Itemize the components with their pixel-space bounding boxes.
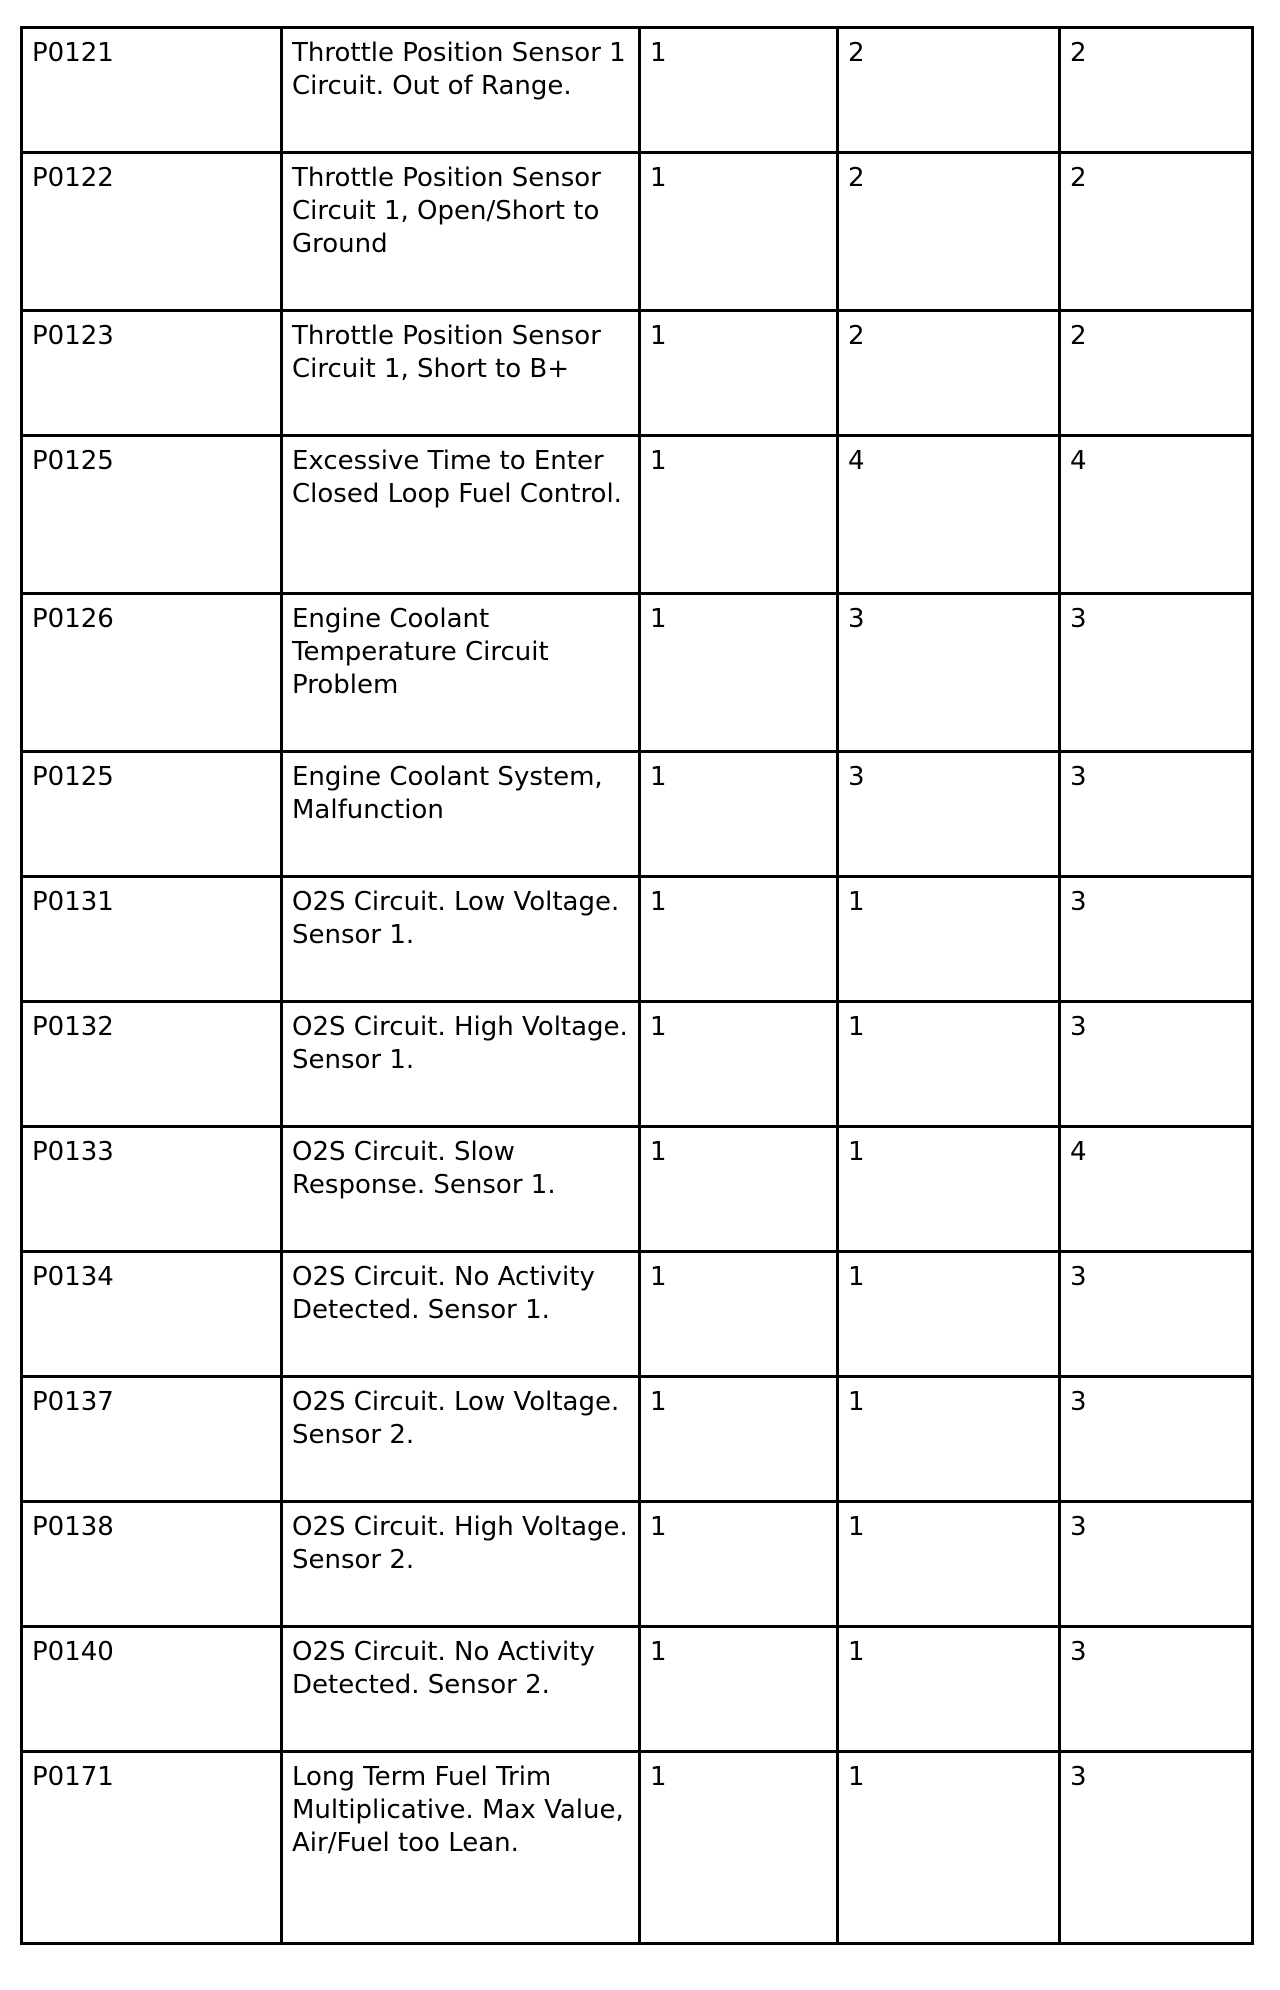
value-cell-1: 1 bbox=[640, 1002, 838, 1127]
value-cell-3: 3 bbox=[1060, 1377, 1253, 1502]
table-row bbox=[22, 28, 1253, 153]
value-cell-3: 3 bbox=[1060, 877, 1253, 1002]
value-cell-3: 4 bbox=[1060, 436, 1253, 594]
value-cell-2: 2 bbox=[838, 28, 1060, 153]
table-row bbox=[22, 1502, 1253, 1627]
table-row bbox=[22, 877, 1253, 1002]
value-cell-3: 2 bbox=[1060, 153, 1253, 311]
description-cell: O2S Circuit. Slow Response. Sensor 1. bbox=[282, 1127, 640, 1252]
value-cell-1: 1 bbox=[640, 28, 838, 153]
value-cell-3: 3 bbox=[1060, 1752, 1253, 1944]
value-cell-1: 1 bbox=[640, 1752, 838, 1944]
description-cell: O2S Circuit. High Voltage. Sensor 2. bbox=[282, 1502, 640, 1627]
table-row bbox=[22, 1127, 1253, 1252]
value-cell-2: 1 bbox=[838, 1627, 1060, 1752]
table-row bbox=[22, 436, 1253, 594]
value-cell-1: 1 bbox=[640, 153, 838, 311]
value-cell-1: 1 bbox=[640, 436, 838, 594]
value-cell-1: 1 bbox=[640, 1127, 838, 1252]
code-cell: P0132 bbox=[22, 1002, 282, 1127]
description-cell: O2S Circuit. No Activity Detected. Sensor 1. bbox=[282, 1252, 640, 1377]
description-cell: Throttle Position Sensor 1 Circuit. Out of Range. bbox=[282, 28, 640, 153]
table-row bbox=[22, 1752, 1253, 1944]
description-cell: O2S Circuit. High Voltage. Sensor 1. bbox=[282, 1002, 640, 1127]
value-cell-3: 3 bbox=[1060, 1627, 1253, 1752]
value-cell-2: 1 bbox=[838, 1377, 1060, 1502]
table-row bbox=[22, 594, 1253, 752]
code-cell: P0138 bbox=[22, 1502, 282, 1627]
value-cell-1: 1 bbox=[640, 1252, 838, 1377]
value-cell-3: 2 bbox=[1060, 311, 1253, 436]
value-cell-1: 1 bbox=[640, 752, 838, 877]
value-cell-3: 3 bbox=[1060, 1502, 1253, 1627]
code-cell: P0134 bbox=[22, 1252, 282, 1377]
value-cell-3: 3 bbox=[1060, 1002, 1253, 1127]
value-cell-2: 2 bbox=[838, 153, 1060, 311]
code-cell: P0126 bbox=[22, 594, 282, 752]
table-row bbox=[22, 1377, 1253, 1502]
value-cell-2: 1 bbox=[838, 1752, 1060, 1944]
value-cell-3: 3 bbox=[1060, 594, 1253, 752]
description-cell: Excessive Time to Enter Closed Loop Fuel Control. bbox=[282, 436, 640, 594]
value-cell-1: 1 bbox=[640, 877, 838, 1002]
table-row bbox=[22, 752, 1253, 877]
code-cell: P0133 bbox=[22, 1127, 282, 1252]
value-cell-1: 1 bbox=[640, 1377, 838, 1502]
value-cell-1: 1 bbox=[640, 1627, 838, 1752]
value-cell-2: 1 bbox=[838, 1127, 1060, 1252]
description-cell: O2S Circuit. Low Voltage. Sensor 2. bbox=[282, 1377, 640, 1502]
table-row bbox=[22, 1002, 1253, 1127]
table-row bbox=[22, 1627, 1253, 1752]
table-row bbox=[22, 153, 1253, 311]
value-cell-2: 4 bbox=[838, 436, 1060, 594]
value-cell-1: 1 bbox=[640, 594, 838, 752]
description-cell: Engine Coolant Temperature Circuit Problem bbox=[282, 594, 640, 752]
description-cell: Long Term Fuel Trim Multiplicative. Max Value, Air/Fuel too Lean. bbox=[282, 1752, 640, 1944]
value-cell-3: 4 bbox=[1060, 1127, 1253, 1252]
code-cell: P0131 bbox=[22, 877, 282, 1002]
value-cell-2: 3 bbox=[838, 752, 1060, 877]
value-cell-3: 3 bbox=[1060, 1252, 1253, 1377]
code-cell: P0125 bbox=[22, 436, 282, 594]
table-row bbox=[22, 311, 1253, 436]
code-cell: P0125 bbox=[22, 752, 282, 877]
description-cell: Throttle Position Sensor Circuit 1, Short to B+ bbox=[282, 311, 640, 436]
value-cell-1: 1 bbox=[640, 1502, 838, 1627]
code-cell: P0171 bbox=[22, 1752, 282, 1944]
value-cell-2: 1 bbox=[838, 1252, 1060, 1377]
code-cell: P0123 bbox=[22, 311, 282, 436]
value-cell-3: 2 bbox=[1060, 28, 1253, 153]
description-cell: Engine Coolant System, Malfunction bbox=[282, 752, 640, 877]
value-cell-2: 3 bbox=[838, 594, 1060, 752]
code-cell: P0121 bbox=[22, 28, 282, 153]
value-cell-2: 1 bbox=[838, 1502, 1060, 1627]
code-cell: P0137 bbox=[22, 1377, 282, 1502]
description-cell: O2S Circuit. No Activity Detected. Sensor 2. bbox=[282, 1627, 640, 1752]
value-cell-2: 1 bbox=[838, 1002, 1060, 1127]
dtc-table bbox=[20, 26, 1254, 1945]
description-cell: Throttle Position Sensor Circuit 1, Open/Short to Ground bbox=[282, 153, 640, 311]
description-cell: O2S Circuit. Low Voltage. Sensor 1. bbox=[282, 877, 640, 1002]
table-row bbox=[22, 1252, 1253, 1377]
code-cell: P0122 bbox=[22, 153, 282, 311]
value-cell-1: 1 bbox=[640, 311, 838, 436]
code-cell: P0140 bbox=[22, 1627, 282, 1752]
value-cell-3: 3 bbox=[1060, 752, 1253, 877]
value-cell-2: 1 bbox=[838, 877, 1060, 1002]
value-cell-2: 2 bbox=[838, 311, 1060, 436]
